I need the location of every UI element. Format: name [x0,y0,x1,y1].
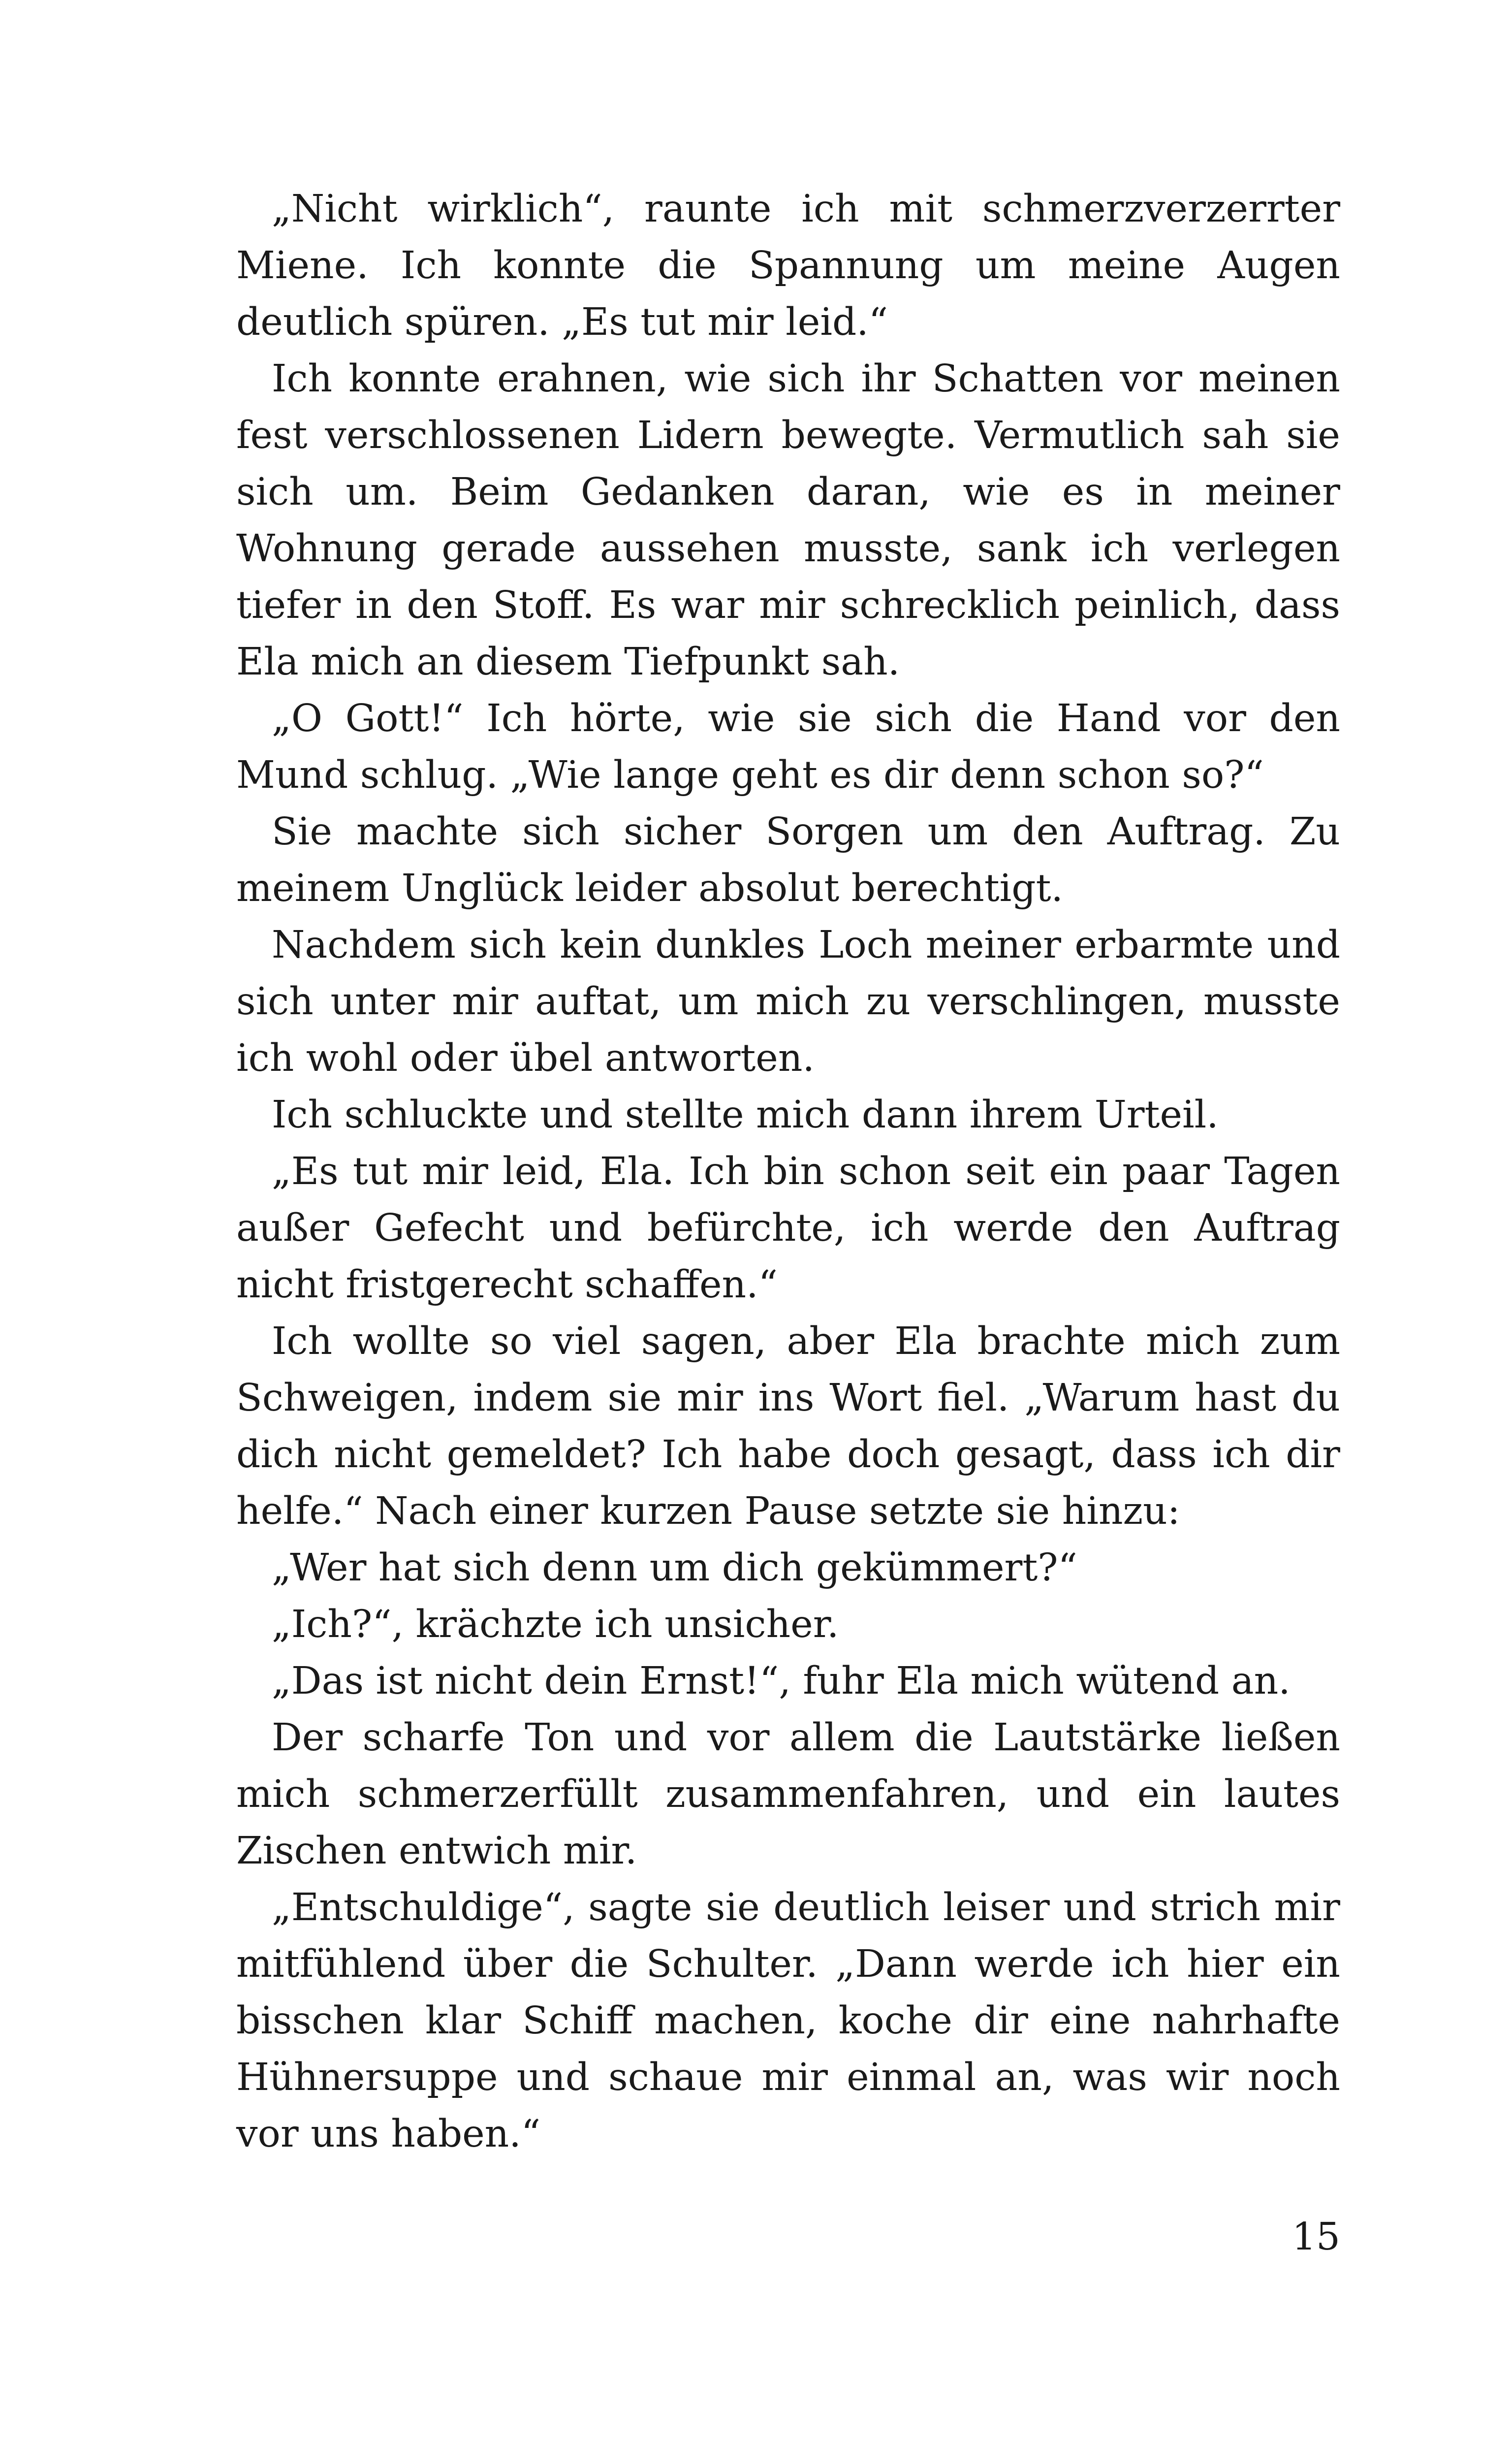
body-text [236,181,1340,2162]
paragraph: Nachdem sich kein dunkles Loch meiner erbarmte und sich unter mir auftat, um mich zu verschlingen, musste ich wohl oder übel antworten. [236,923,1340,1080]
paragraph: „Wer hat sich denn um dich gekümmert?“ [272,1546,1077,1590]
page-number: 15 [1292,2215,1340,2259]
paragraph: Der scharfe Ton und vor allem die Lautstärke ließen mich schmerzerfüllt zusammenfahren, und ein lautes Zischen entwich mir. [236,1716,1340,1873]
paragraph: Ich konnte erahnen, wie sich ihr Schatten vor meinen fest verschlossenen Lidern bewegte. Vermutlich sah sie sich um. Beim Gedanken daran, wie es in meiner Wohnung gerade aussehen musste, sank ich verlegen tiefer in den Stoff. Es war mir schrecklich peinlich, dass Ela mich an diesem Tiefpunkt sah. [236,357,1340,684]
paragraph: Sie machte sich sicher Sorgen um den Auftrag. Zu meinem Unglück leider absolut berechtigt. [236,810,1340,910]
paragraph: „Entschuldige“, sagte sie deutlich leiser und strich mir mitfühlend über die Schulter. „Dann werde ich hier ein bisschen klar Schiff machen, koche dir eine nahrhafte Hühnersuppe und schaue mir einmal an, was wir noch vor uns haben.“ [236,1886,1340,2156]
paragraph: „O Gott!“ Ich hörte, wie sie sich die Hand vor den Mund schlug. „Wie lange geht es dir denn schon so?“ [236,697,1340,797]
paragraph: Ich wollte so viel sagen, aber Ela brachte mich zum Schweigen, indem sie mir ins Wort fiel. „Warum hast du dich nicht gemeldet? Ich habe doch gesagt, dass ich dir helfe.“ Nach einer kurzen Pause setzte sie hinzu: [236,1319,1340,1533]
paragraph: „Ich?“, krächzte ich unsicher. [272,1603,839,1646]
paragraph: „Nicht wirklich“, raunte ich mit schmerzverzerrter Miene. Ich konnte die Spannung um meine Augen deutlich spüren. „Es tut mir leid.“ [236,187,1340,344]
paragraph: „Es tut mir leid, Ela. Ich bin schon seit ein paar Tagen außer Gefecht und befürchte, ich werde den Auftrag nicht fristgerecht schaffen.“ [236,1150,1340,1307]
paragraph: „Das ist nicht dein Ernst!“, fuhr Ela mich wütend an. [272,1659,1291,1703]
paragraph: Ich schluckte und stellte mich dann ihrem Urteil. [272,1093,1219,1137]
